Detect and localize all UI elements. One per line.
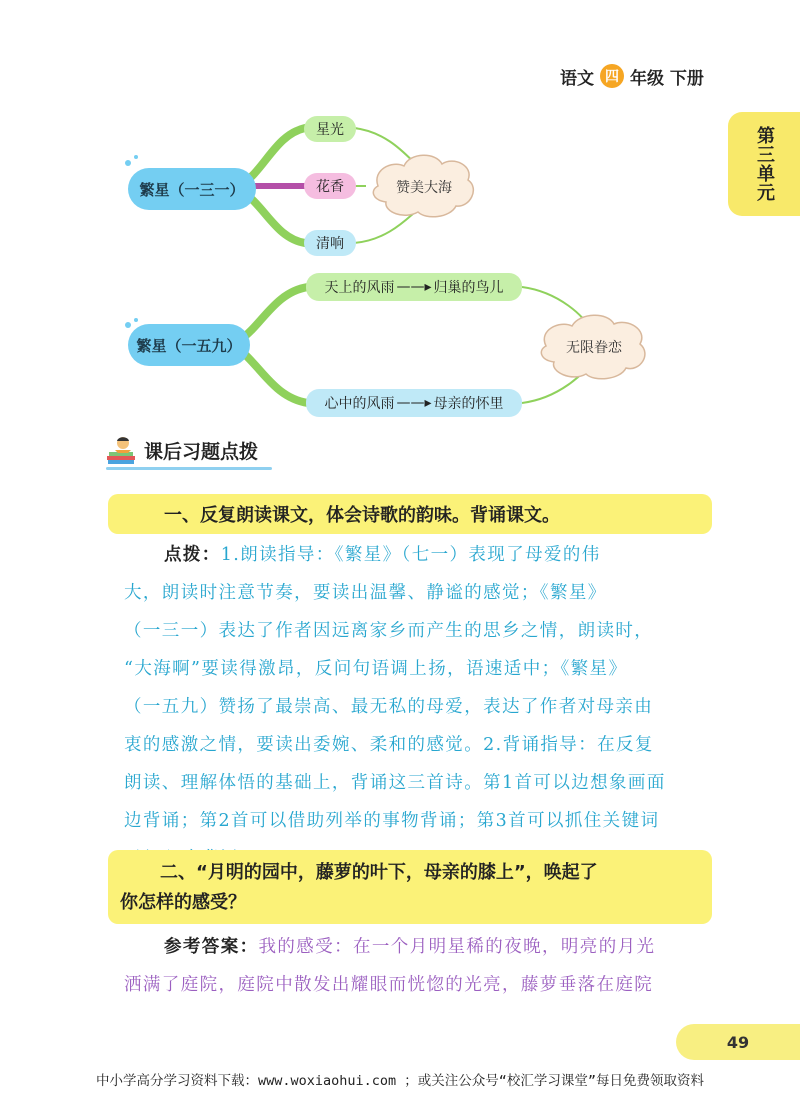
question-2-line: 你怎样的感受？ <box>120 892 246 913</box>
arrow-right-icon: ——▸ <box>396 395 432 411</box>
arrow-right-icon: ——▸ <box>396 279 432 295</box>
answer-label: 参考答案： <box>164 937 259 957</box>
branch-line <box>240 287 308 340</box>
answer-line: 点拨：1.朗读指导：《繁星》（七一）表现了母爱的伟 <box>164 545 601 565</box>
page-number: 49 <box>676 1024 800 1060</box>
mindmap-node-to: 归巢的鸟儿 <box>433 280 504 296</box>
mindmap-node-sky-storm <box>306 273 522 301</box>
answer-label: 点拨： <box>164 545 221 565</box>
question-2-answer <box>124 928 724 1004</box>
question-2-banner <box>108 850 712 924</box>
section-heading <box>106 434 258 466</box>
section-title: 课后习题点拨 <box>144 440 259 463</box>
answer-line: （一三一）表达了作者因远离家乡而产生的思乡之情，朗读时， <box>124 621 654 641</box>
mindmap-node-heart-storm <box>306 389 522 417</box>
mindmap-node-sound: 清响 <box>304 230 356 256</box>
branch-line <box>240 350 308 403</box>
answer-line: 大，朗读时注意节奏，要读出温馨、静谧的感觉；《繁星》 <box>124 583 607 603</box>
answer-line: （一五九）赞扬了最崇高、最无私的母爱，表达了作者对母亲由 <box>124 697 654 717</box>
question-1-text: 一、反复朗读课文，体会诗歌的韵味。背诵课文。 <box>164 505 560 526</box>
question-1-answer <box>124 536 724 878</box>
answer-line: 衷的感激之情，要读出委婉、柔和的感觉。2.背诵指导：在反复 <box>124 735 654 755</box>
bubble-dot <box>125 160 131 166</box>
answer-line: 边背诵；第2首可以借助列举的事物背诵；第3首可以抓住关键词 <box>124 811 660 831</box>
reading-child-icon <box>106 434 136 466</box>
footer-note: 中小学高分学习资料下载：www.woxiaohui.com ；或关注公众号“校汇学习课堂”每日免费领取资料 <box>95 1073 705 1089</box>
mindmap-connectors <box>0 100 800 420</box>
mindmap-node-from: 心中的风雨 <box>324 396 395 412</box>
mindmap-theme-longing: 无限眷恋 <box>566 340 622 356</box>
book-subject: 语文 <box>560 68 594 89</box>
answer-line: 参考答案：我的感受：在一个月明星稀的夜晚，明亮的月光 <box>164 937 656 957</box>
mindmap-node-fragrance: 花香 <box>304 173 356 199</box>
unit-tab-label: 第三单元 <box>754 126 775 202</box>
grade-badge: 四 <box>600 64 624 88</box>
bubble-dot <box>125 322 131 328</box>
answer-line: 洒满了庭院，庭院中散发出耀眼而恍惚的光亮，藤萝垂落在庭院 <box>124 975 654 995</box>
mindmap-theme-praise-sea: 赞美大海 <box>396 180 452 196</box>
question-2-line: 二、“月明的园中，藤萝的叶下，母亲的膝上”，唤起了 <box>160 862 598 883</box>
bubble-dot <box>134 318 138 322</box>
section-underline <box>106 467 272 470</box>
bubble-dot <box>134 155 138 159</box>
mindmap-node-starlight: 星光 <box>304 116 356 142</box>
mindmap-center-poem-159: 繁星（一五九） <box>128 324 250 366</box>
answer-line: 朗读、理解体悟的基础上，背诵这三首诗。第1首可以边想象画面 <box>124 773 666 793</box>
book-grade-volume: 年级 下册 <box>630 68 704 89</box>
book-title <box>560 62 704 90</box>
answer-line: “大海啊”要读得激昂，反问句语调上扬，语速适中；《繁星》 <box>124 659 628 679</box>
mindmap-node-to: 母亲的怀里 <box>433 396 504 412</box>
mindmap-center-poem-131: 繁星（一三一） <box>128 168 256 210</box>
mindmap-node-from: 天上的风雨 <box>324 280 395 296</box>
question-1-banner <box>108 494 712 534</box>
